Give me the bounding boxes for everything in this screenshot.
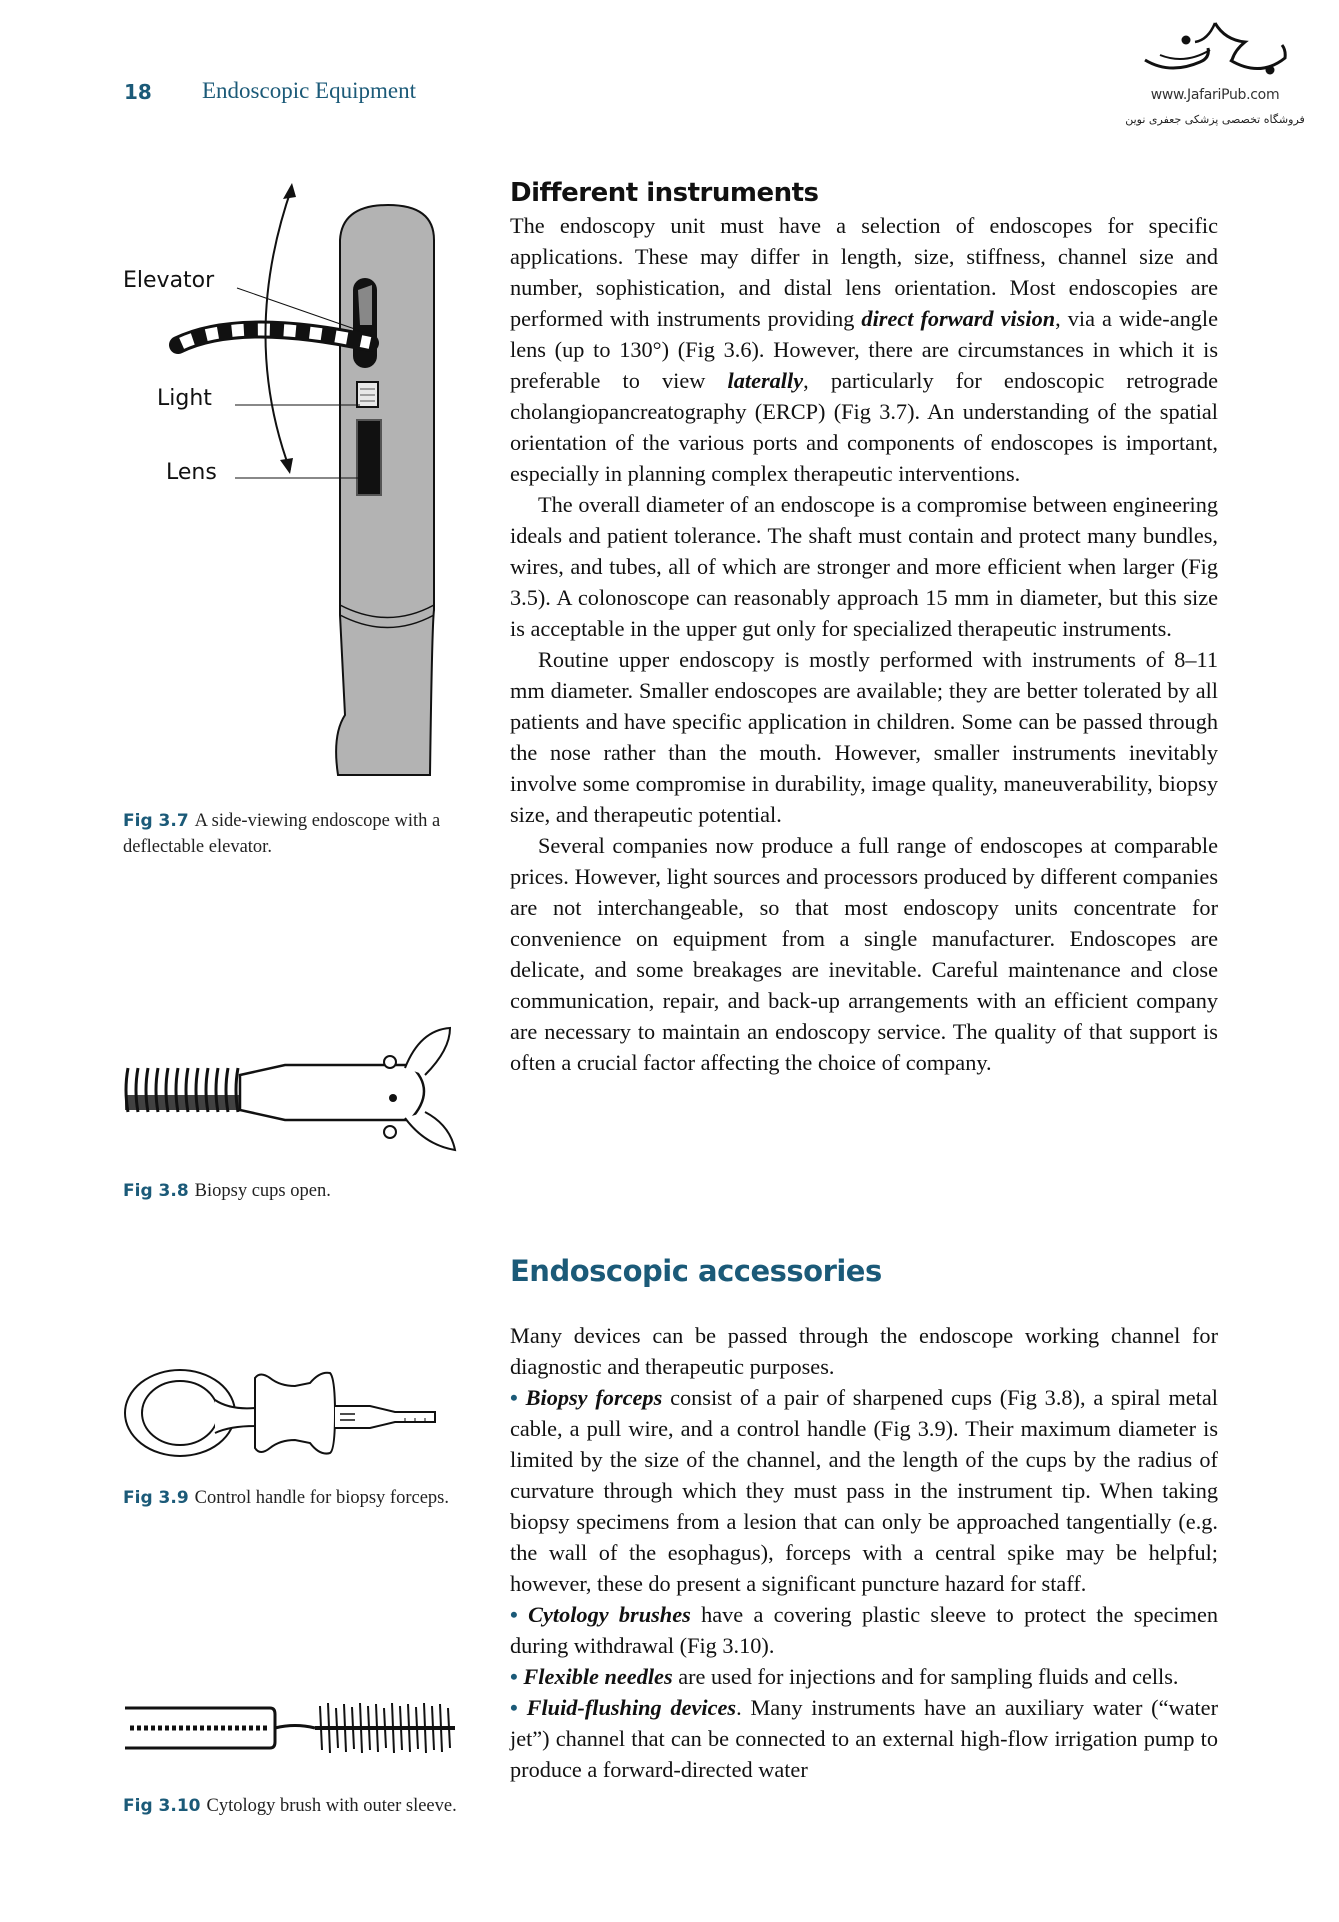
text-run: Routine upper endoscopy is mostly performed with instruments of 8–11 mm diameter. Smaller endoscopes are available; they are better tolerated by all patients and have specific application in children. Some can be passed through the nose rather than the mouth. However, smaller instruments inevitably involve some compromise in durability, image quality, maneuverability, biopsy size, and therapeutic potential.	[510, 647, 1218, 827]
lens-window	[357, 420, 381, 495]
caption-text: Cytology brush with outer sleeve.	[206, 1796, 457, 1816]
list-text: have a covering plastic sleeve to protect the specimen during withdrawal (Fig 3.10).	[510, 1602, 1218, 1658]
text-run: , particularly for endoscopic retrograde cholangiopancreatography (ERCP) (Fig 3.7). An understanding of the spatial orientation of the various ports and components of endoscopes is important, especially in planning complex therapeutic interventions.	[510, 368, 1219, 486]
figure-label: Fig 3.8	[123, 1181, 189, 1201]
list-text: consist of a pair of sharpened cups (Fig 3.8), a spiral metal cable, a pull wire, and a control handle (Fig 3.9). Their maximum diameter is limited by the size of the channel, and the length of the cups by the radius of curvature through which they must pass in the instrument tip. When taking biopsy specimens from a lesion that can only be approached tangentially (e.g. the wall of the esophagus), forceps with a central spike may be helpful; however, these do present a significant puncture hazard for staff.	[510, 1385, 1218, 1596]
paragraph	[510, 644, 1218, 830]
caption-fig-3-10	[123, 1793, 463, 1819]
label-light: Light	[157, 386, 212, 411]
list-term: Fluid-flushing devices	[526, 1695, 737, 1720]
caption-fig-3-7	[123, 808, 463, 860]
list-item	[510, 1661, 1218, 1692]
paragraph	[510, 830, 1218, 1078]
biopsy-cups-illustration	[120, 1020, 480, 1150]
page-number: 18	[124, 80, 152, 104]
section1-body	[510, 210, 1218, 1078]
section-heading-endoscopic-accessories: Endoscopic accessories	[510, 1254, 882, 1288]
figure-label: Fig 3.7	[123, 811, 189, 831]
list-term: Biopsy forceps	[525, 1385, 663, 1410]
label-lens: Lens	[166, 460, 217, 485]
list-text: are used for injections and for sampling fluids and cells.	[672, 1664, 1179, 1689]
caption-text: A side-viewing endoscope with a deflectable elevator.	[123, 811, 441, 857]
section2-body	[510, 1320, 1218, 1785]
label-elevator: Elevator	[123, 268, 215, 293]
text-run: Several companies now produce a full range of endoscopes at comparable prices. However, light sources and processors produced by different companies are not interchangeable, so that most endoscopy units concentrate for convenience on equipment from a single manufacturer. Endoscopes are delicate, and some breakages are inevitable. Careful maintenance and close communication, repair, and back-up arrangements with an efficient company are necessary to maintain an endoscopy service. The quality of that support is often a crucial factor affecting the choice of company.	[510, 833, 1218, 1075]
spool	[255, 1373, 335, 1454]
section-heading-different-instruments: Different instruments	[510, 178, 819, 208]
list-term: Cytology brushes	[528, 1602, 691, 1627]
bullet-icon: •	[510, 1664, 524, 1689]
list-item	[510, 1692, 1218, 1785]
control-handle-illustration	[120, 1368, 480, 1458]
text-run: The overall diameter of an endoscope is a compromise between engineering ideals and patient tolerance. The shaft must contain and protect many bundles, wires, and tubes, all of which are stronger and more efficient when larger (Fig 3.5). A colonoscope can reasonably approach 15 mm in diameter, but this size is acceptable in the upper gut only for specialized therapeutic instruments.	[510, 492, 1218, 641]
list-item	[510, 1382, 1218, 1599]
emphasis: laterally	[727, 368, 804, 393]
list-item	[510, 1599, 1218, 1661]
running-title: Endoscopic Equipment	[202, 78, 416, 103]
emphasis: direct forward vision	[861, 306, 1056, 331]
publisher-logo	[1110, 20, 1320, 126]
brush-bristles	[315, 1703, 455, 1753]
forceps-body	[240, 1065, 424, 1120]
upper-cup	[405, 1028, 450, 1075]
caption-text: Biopsy cups open.	[194, 1181, 331, 1201]
lower-cup	[405, 1112, 455, 1150]
figure-label: Fig 3.10	[123, 1796, 201, 1816]
endoscope-shaft	[336, 205, 434, 775]
caption-fig-3-8	[123, 1178, 463, 1204]
bullet-icon: •	[510, 1385, 526, 1410]
list-text: . Many instruments have an auxiliary water (“water jet”) channel that can be connected to an external high-flow irrigation pump to produce a forward-directed water	[510, 1695, 1218, 1782]
list-term: Flexible needles	[523, 1664, 673, 1689]
paragraph	[510, 489, 1218, 644]
text-run: The endoscopy unit must have a selection of endoscopes for specific applications. These may differ in length, size, stiffness, channel size and number, sophistication, and distal lens orientation. Most endoscopies are performed with instruments providing	[510, 213, 1218, 331]
bullet-icon: •	[510, 1695, 527, 1720]
spiral-cable	[125, 1068, 240, 1112]
publisher-tagline: فروشگاه تخصصی پزشکی جعفری نوین	[1125, 113, 1305, 126]
calligraphy-logo-icon	[1140, 20, 1290, 80]
publisher-url: www.JafariPub.com	[1150, 87, 1280, 103]
caption-fig-3-9	[123, 1485, 463, 1511]
intro-paragraph: Many devices can be passed through the endoscope working channel for diagnostic and therapeutic purposes.	[510, 1323, 1218, 1379]
bullet-icon: •	[510, 1602, 529, 1627]
text-run: , via a wide-angle lens (up to 130°) (Fig 3.6). However, there are circumstances in which it is preferable to view	[510, 306, 1219, 393]
figure-label: Fig 3.9	[123, 1488, 189, 1508]
cytology-brush-illustration	[120, 1698, 480, 1758]
paragraph	[510, 210, 1218, 489]
caption-text: Control handle for biopsy forceps.	[194, 1488, 449, 1508]
accessory-list	[510, 1382, 1218, 1785]
